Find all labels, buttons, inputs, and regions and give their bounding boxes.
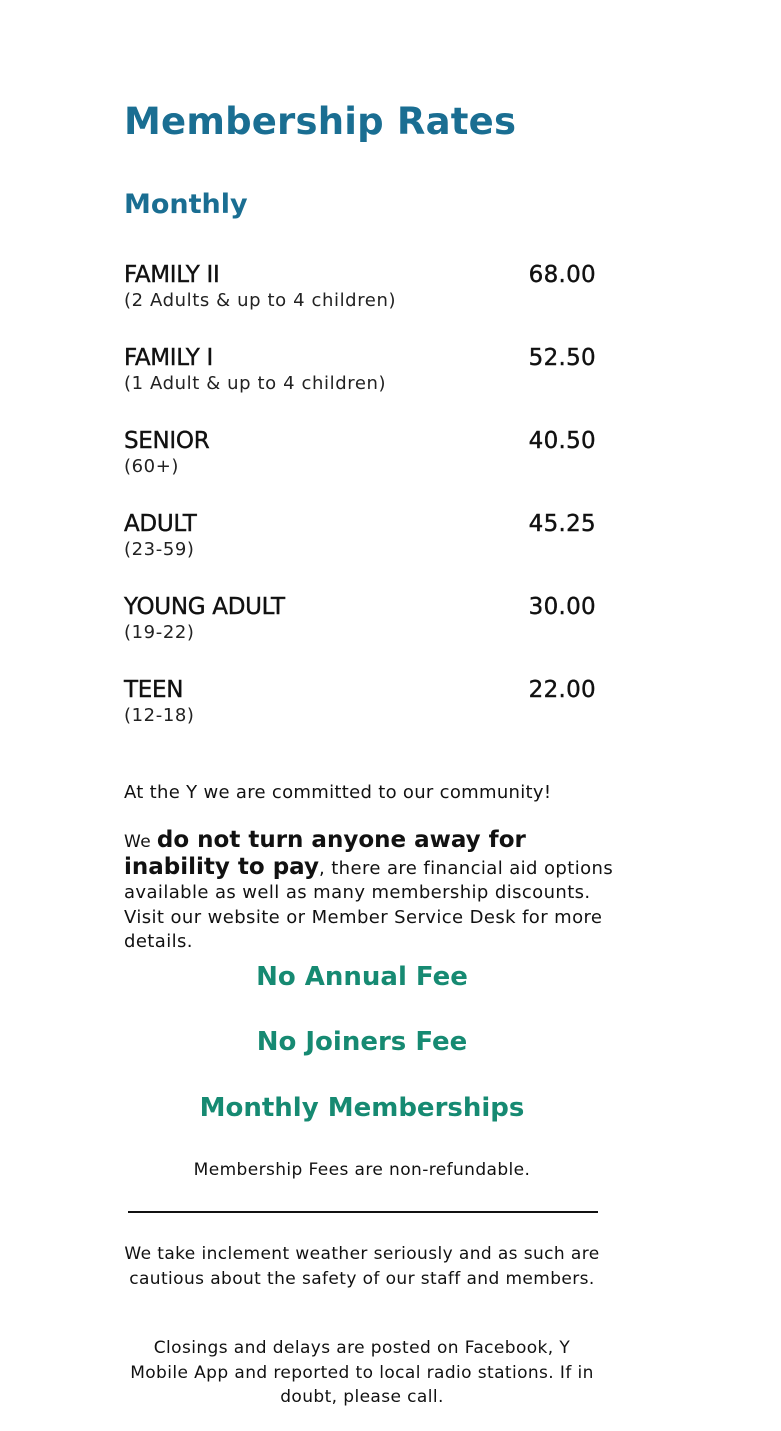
no-joiners-fee-heading: No Joiners Fee <box>256 1027 468 1057</box>
section-subtitle-monthly: Monthly <box>124 189 248 220</box>
rate-price: 40.50 <box>528 428 596 454</box>
rate-row-adult <box>124 511 596 594</box>
rate-row-senior <box>124 428 596 511</box>
rate-row-family-ii <box>124 262 596 345</box>
commitment-text: At the Y we are committed to our community! <box>124 782 552 803</box>
refund-note: Membership Fees are non-refundable. <box>193 1160 531 1180</box>
rate-price: 30.00 <box>528 594 596 620</box>
rate-row-young-adult <box>124 594 596 677</box>
rate-name: SENIOR <box>124 428 210 454</box>
aid-lead-text: We <box>124 832 157 852</box>
rate-name: YOUNG ADULT <box>124 594 285 620</box>
rate-name: FAMILY II <box>124 262 220 288</box>
rates-list <box>124 262 596 760</box>
section-divider <box>128 1211 598 1213</box>
rate-row-teen <box>124 677 596 760</box>
monthly-memberships-heading: Monthly Memberships <box>199 1093 525 1123</box>
closings-note: Closings and delays are posted on Facebook, Y Mobile App and reported to local radio stations. If in doubt, please call. <box>130 1338 594 1407</box>
financial-aid-paragraph <box>124 828 614 955</box>
rate-price: 68.00 <box>528 262 596 288</box>
rate-name: ADULT <box>124 511 197 537</box>
weather-note: We take inclement weather seriously and as such are cautious about the safety of our staff and members. <box>124 1244 600 1289</box>
rate-note: (23-59) <box>124 539 195 560</box>
aid-bold-text: do not turn anyone away for inability to pay <box>124 827 526 880</box>
no-annual-fee-heading: No Annual Fee <box>256 962 468 992</box>
rate-name: FAMILY I <box>124 345 213 371</box>
rate-price: 22.00 <box>528 677 596 703</box>
aid-rest-text: , there are financial aid options available as well as many membership discounts. Visit our website or Member Service Desk for more details. <box>124 857 614 952</box>
rate-note: (60+) <box>124 456 180 477</box>
rate-row-family-i <box>124 345 596 428</box>
rate-note: (1 Adult & up to 4 children) <box>124 373 387 394</box>
rate-name: TEEN <box>124 677 184 703</box>
rate-note: (2 Adults & up to 4 children) <box>124 290 397 311</box>
rate-price: 45.25 <box>528 511 596 537</box>
rate-note: (12-18) <box>124 705 195 726</box>
page-title: Membership Rates <box>124 100 517 143</box>
rate-price: 52.50 <box>528 345 596 371</box>
rate-note: (19-22) <box>124 622 195 643</box>
